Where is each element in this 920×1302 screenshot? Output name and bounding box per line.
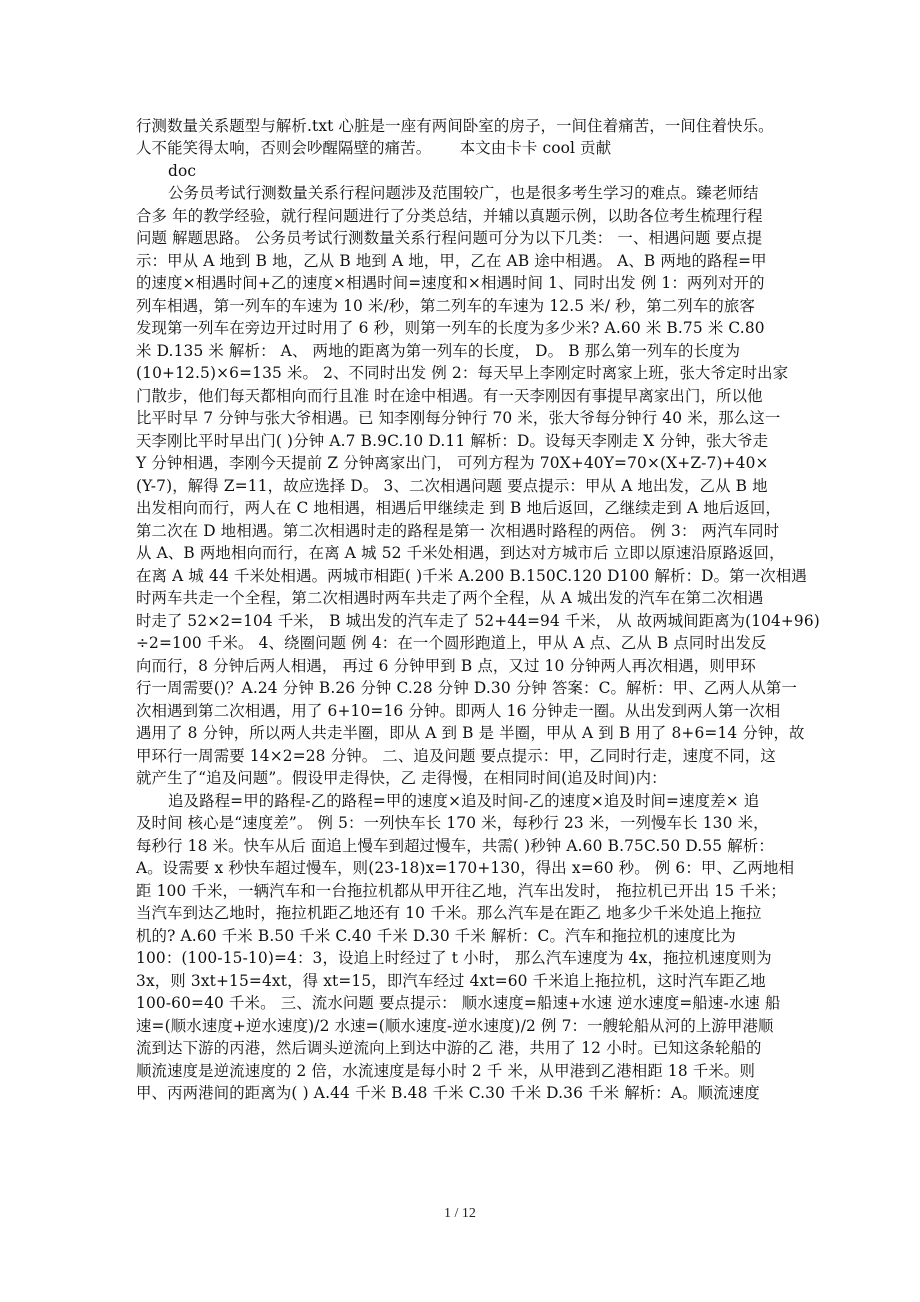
text-line: 天李刚比平时早出门( )分钟 A.7 B.9C.10 D.11 解析：D。设每天李刚走 X 分钟，张大爷走: [136, 432, 769, 450]
text-line: 行测数量关系题型与解析.txt 心脏是一座有两间卧室的房子，一间住着痛苦，一间住着快乐。: [136, 117, 774, 135]
text-line: Y 分钟相遇，李刚今天提前 Z 分钟离家出门， 可列方程为 70X+40Y=70×(X+Z-7)+40×: [136, 454, 769, 472]
text-line: 100：(100-15-10)=4：3，设追上时经过了 t 小时， 那么汽车速度为 4x，拖拉机速度则为: [136, 949, 772, 967]
text-line: 米 D.135 米 解析： A、 两地的距离为第一列车的长度， D。 B 那么第一列车的长度为: [136, 342, 741, 360]
text-line: 列车相遇，第一列车的车速为 10 米/秒，第二列车的车速为 12.5 米/ 秒，第二列车的旅客: [136, 297, 756, 315]
text-line: A。设需要 x 秒快车超过慢车，则(23-18)x=170+130，得出 x=60 秒。 例 6：甲、乙两地相: [136, 859, 795, 877]
text-line: 行一周需要()？A.24 分钟 B.26 分钟 C.28 分钟 D.30 分钟 答案：C。解析：甲、乙两人从第一: [136, 679, 797, 697]
text-line: 门散步，他们每天都相向而行且准 时在途中相遇。有一天李刚因有事提早离家出门，所以他: [136, 387, 763, 405]
text-line: 人不能笑得太响，否则会吵醒隔壁的痛苦。 本文由卡卡 cool 贡献: [136, 139, 612, 157]
text-line: 发现第一列车在旁边开过时用了 6 秒，则第一列车的长度为多少米? A.60 米 B.75 米 C.80: [136, 319, 765, 337]
text-line: 100-60=40 千米。 三、流水问题 要点提示： 顺水速度=船速+水速 逆水速度=船速-水速 船: [136, 994, 781, 1012]
text-line: 公务员考试行测数量关系行程问题涉及范围较广，也是很多考生学习的难点。臻老师结: [168, 184, 759, 202]
text-line: 速=(顺水速度+逆水速度)/2 水速=(顺水速度-逆水速度)/2 例 7：一艘轮船从河的上游甲港顺: [136, 1017, 774, 1035]
text-line: 的速度×相遇时间+乙的速度×相遇时间=速度和×相遇时间 1、同时出发 例 1：两列对开的: [136, 274, 765, 292]
text-line: (Y-7)，解得 Z=11，故应选择 D。 3、二次相遇问题 要点提示：甲从 A 地出发，乙从 B 地: [136, 477, 768, 495]
text-line: 距 100 千米，一辆汽车和一台拖拉机都从甲开往乙地，汽车出发时， 拖拉机已开出 15 千米；: [136, 882, 786, 900]
text-line: 时走了 52×2=104 千米， B 城出发的汽车走了 52+44=94 千米， 从 故两城间距离为(104+96): [136, 612, 820, 630]
text-line: 遇用了 8 分钟，所以两人共走半圈，即从 A 到 B 是 半圈，甲从 A 到 B 用了 8+6=14 分钟，故: [136, 724, 805, 742]
text-line: doc: [168, 162, 197, 180]
text-line: 追及路程=甲的路程-乙的路程=甲的速度×追及时间-乙的速度×追及时间=速度差× 追: [168, 792, 760, 810]
text-line: 就产生了“追及问题”。假设甲走得快，乙 走得慢，在相同时间(追及时间)内：: [136, 769, 667, 787]
text-line: 从 A、B 两地相向而行，在离 A 城 52 千米处相遇，到达对方城市后 立即以原速沿原路返回，: [136, 544, 785, 562]
text-line: 在离 A 城 44 千米处相遇。两城市相距( )千米 A.200 B.150C.120 D100 解析：D。第一次相遇: [136, 567, 807, 585]
text-line: 比平时早 7 分钟与张大爷相遇。已 知李刚每分钟行 70 米，张大爷每分钟行 40 米，那么这一: [136, 409, 781, 427]
text-line: 向而行，8 分钟后两人相遇， 再过 6 分钟甲到 B 点，又过 10 分钟两人再次相遇，则甲环: [136, 657, 756, 675]
text-line: 甲、丙两港间的距离为( ) A.44 千米 B.48 千米 C.30 千米 D.36 千米 解析：A。顺流速度: [136, 1084, 760, 1102]
text-line: 时两车共走一个全程，第二次相遇时两车共走了两个全程，从 A 城出发的汽车在第二次相遇: [136, 589, 764, 607]
text-line: 问题 解题思路。 公务员考试行测数量关系行程问题可分为以下几类： 一、相遇问题 要点提: [136, 229, 763, 247]
text-line: 示：甲从 A 地到 B 地，乙从 B 地到 A 地，甲，乙在 AB 途中相遇。 A、B 两地的路程=甲: [136, 252, 767, 270]
text-line: 3x，则 3xt+15=4xt，得 xt=15，即汽车经过 4xt=60 千米追上拖拉机，这时汽车距乙地: [136, 972, 766, 990]
text-line: 出发相向而行，两人在 C 地相遇，相遇后甲继续走 到 B 地后返回，乙继续走到 A 地后返回，: [136, 499, 781, 517]
text-line: 当汽车到达乙地时，拖拉机距乙地还有 10 千米。那么汽车是在距乙 地多少千米处追上拖拉: [136, 904, 762, 922]
text-line: (10+12.5)×6=135 米。 2、不同时出发 例 2：每天早上李刚定时离家上班，张大爷定时出家: [136, 364, 789, 382]
text-line: 机的? A.60 千米 B.50 千米 C.40 千米 D.30 千米 解析：C。汽车和拖拉机的速度比为: [136, 927, 736, 945]
text-line: 及时间 核心是“速度差”。 例 5：一列快车长 170 米，每秒行 23 米，一列慢车长 130 米，: [136, 814, 769, 832]
text-line: 合多 年的教学经验，就行程问题进行了分类总结，并辅以真题示例，以助各位考生梳理行程: [136, 207, 763, 225]
text-line: 顺流速度是逆流速度的 2 倍，水流速度是每小时 2 千 米，从甲港到乙港相距 18 千米。则: [136, 1062, 755, 1080]
text-line: 流到达下游的丙港，然后调头逆流向上到达中游的乙 港，共用了 12 小时。已知这条轮船的: [136, 1039, 762, 1057]
page-number: 1 / 12: [444, 1206, 476, 1221]
text-line: 每秒行 18 米。快车从后 面追上慢车到超过慢车，共需( )秒钟 A.60 B.75C.50 D.55 解析：: [136, 837, 774, 855]
text-line: 次相遇到第二次相遇，用了 6+10=16 分钟。即两人 16 分钟走一圈。从出发到两人第一次相: [136, 702, 781, 720]
text-line: 第二次在 D 地相遇。第二次相遇时走的路程是第一 次相遇时路程的两倍。 例 3： 两汽车同时: [136, 522, 780, 540]
text-line: 甲环行一周需要 14×2=28 分钟。 二、追及问题 要点提示：甲，乙同时行走，速度不同，这: [136, 747, 776, 765]
text-line: ÷2=100 千米。 4、绕圈问题 例 4：在一个圆形跑道上，甲从 A 点、乙从 B 点同时出发反: [136, 634, 767, 652]
